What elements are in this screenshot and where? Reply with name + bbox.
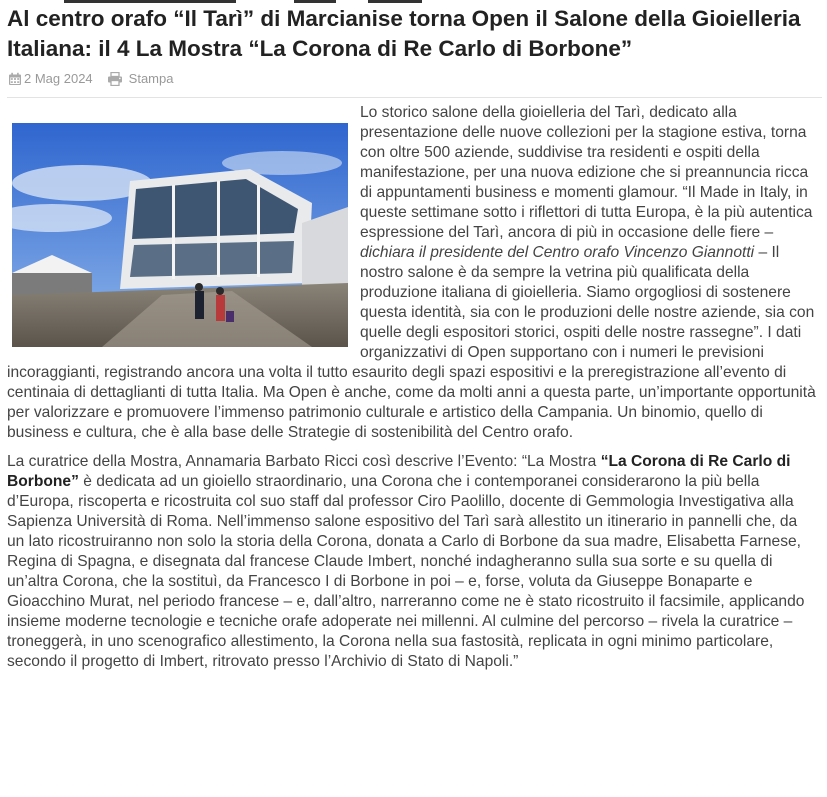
date-item	[8, 71, 93, 86]
calendar-icon	[8, 72, 22, 86]
meta-divider	[7, 97, 822, 98]
printer-icon	[107, 72, 123, 86]
article-date: 2 Mag 2024	[24, 71, 93, 86]
print-label: Stampa	[128, 71, 174, 86]
article-meta	[8, 71, 173, 86]
paragraph-2: La curatrice della Mostra, Annamaria Barbato Ricci così descrive l’Evento: “La Mostra “La Corona di Re Carlo di Borbone” è dedicata ad un gioiello straordinario, una Corona che i contemporanei considerarono la più bella d’Europa, riscoperta e ricostruita col suo staff dal professor Ciro Paolillo, docente di Gemmologia Investigativa alla Sapienza Università di Roma. Nell’immenso salone espositivo del Tarì sarà allestito un itinerario in pannelli che, da un lato ricostruiranno non solo la storia della Corona, donata a Carlo di Borbone da sua madre, Elisabetta Farnese, Regina di Spagna, e disegnata dal francese Claude Imbert, nonché indagheranno sulla sua sorte e su quella di un’altra Corona, che la sostituì, da Francesco I di Borbone in poi – e, forse, voluta da Giuseppe Bonaparte e Gioacchino Murat, nel periodo francese – e, dall’altro, narreranno come ne è stato ricostruito il facsimile, applicando insieme moderne tecnologie e tecniche orafe adoperate nei millenni. Al culmine del percorso – rivela la curatrice – troneggerà, in uno scenografico allestimento, la Corona nella sua fastosità, replicata in ogni minimo particolare, secondo il progetto di Imbert, ritrovato presso l’Archivio di Stato di Napoli.”	[7, 453, 805, 670]
print-button[interactable]	[107, 71, 174, 86]
article-body	[7, 103, 816, 681]
article-title: Al centro orafo “Il Tarì” di Marcianise torna Open il Salone della Gioielleria Italiana: il 4 La Mostra “La Corona di Re Carlo di Borbone”	[7, 6, 801, 61]
building-photo	[12, 123, 348, 347]
paragraph-1: Lo storico salone della gioielleria del Tarì, dedicato alla presentazione delle nuove collezioni per la stagione estiva, torna con oltre 500 aziende, suddivise tra residenti e ospiti della manifestazione, per una nuova edizione che si preannuncia ricca di appuntamenti business e momenti glamour. “Il Made in Italy, in queste settimane sotto i riflettori di tutta Europa, è la più autentica espressione del Tarì, ancora di più in occasione delle fiere – dichiara il presidente del Centro orafo Vincenzo Giannotti – Il nostro salone è da sempre la vetrina più qualificata della produzione italiana di gioielleria. Siamo orgogliosi di sostenere questa identità, sia con le produzioni delle nostre aziende, sia con quelle degli espositori storici, ospiti delle nostre rassegne”. I dati organizzativi di Open supportano con i numeri le previsioni incoraggianti, registrando ancora una volta il tutto esaurito degli spazi espositivi e la preregistrazione all’evento di centinaia di dettaglianti di tutta Italia. Ma Open è anche, come da molti anni a questa parte, un’importante opportunità per valorizzare e promuovere l’immenso patrimonio culturale e artistico della Campania. Un binomio, quello di business e cultura, che è alla base delle Strategie di sostenibilità del Centro orafo.	[7, 104, 816, 441]
